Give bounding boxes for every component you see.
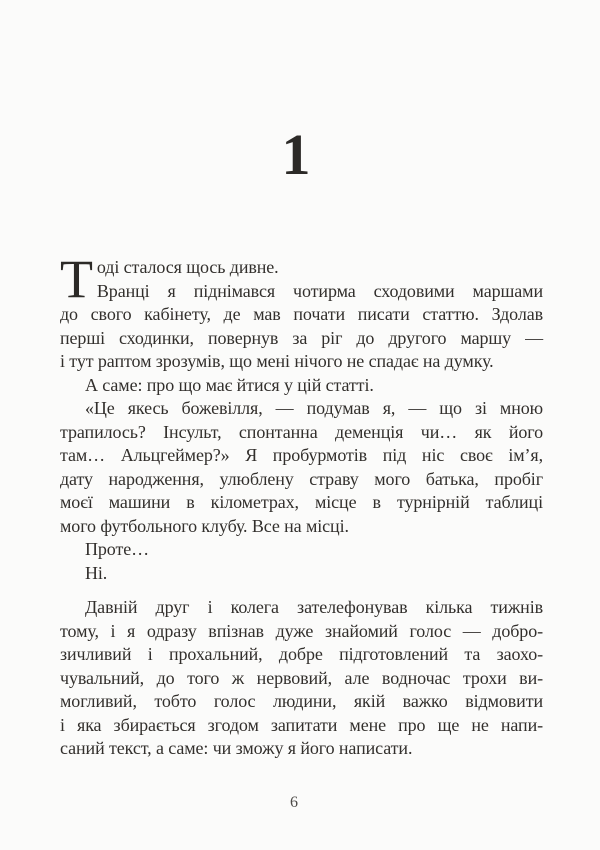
text-line: тому, і я одразу впізнав дуже знайомий голос — добро- bbox=[60, 620, 543, 641]
text-line: Давній друг і колега зателефонував кілька тижнів bbox=[85, 597, 543, 617]
paragraph bbox=[60, 280, 543, 374]
drop-cap: Т bbox=[60, 249, 93, 309]
text-line: Ні. bbox=[85, 562, 108, 583]
text-line: «Це якесь божевілля, — подумав я, — що зі мною bbox=[85, 398, 543, 418]
text-line: А саме: про що має йтися у цій статті. bbox=[85, 374, 374, 395]
text-line: до свого кабінету, де мав почати писати статтю. Здолав bbox=[60, 304, 543, 324]
page-number: 6 bbox=[290, 794, 298, 811]
text-line: зичливий і прохальний, добре підготовлений та заохо- bbox=[60, 644, 543, 664]
text-line: Проте… bbox=[85, 539, 150, 559]
text-line: дату народження, улюблену страву мого батька, пробіг bbox=[60, 468, 543, 489]
paragraph bbox=[60, 562, 543, 586]
paragraph bbox=[60, 397, 543, 538]
text-line: і тут раптом зрозумів, що мені нічого не спадає на думку. bbox=[60, 351, 494, 371]
chapter-number: 1 bbox=[281, 122, 311, 187]
text-line: саний текст, а саме: чи зможу я його написати. bbox=[60, 738, 413, 758]
paragraph bbox=[60, 596, 543, 761]
text-line: трапилось? Інсульт, спонтанна деменція чи… як його bbox=[60, 421, 543, 442]
text-line: мого футбольного клубу. Все на місці. bbox=[60, 515, 349, 536]
paragraph bbox=[60, 538, 543, 562]
body-text bbox=[60, 249, 543, 761]
text-line: і яка збирається згодом запитати мене про ще не напи- bbox=[60, 714, 543, 735]
paragraph bbox=[60, 374, 543, 398]
text-line: могливий, тобто голос людини, якій важко відмовити bbox=[60, 691, 543, 711]
text-line: перші сходинки, повернув за ріг до другого маршу — bbox=[60, 327, 543, 348]
text-line: моєї машини в кілометрах, місце в турнірній таблиці bbox=[60, 492, 543, 512]
text-line: Вранці я піднімався чотирма сходовими маршами bbox=[96, 280, 543, 301]
text-line: оді сталося щось дивне. bbox=[96, 257, 279, 277]
text-line: там… Альцгеймер?» Я пробурмотів під ніс своє ім’я, bbox=[60, 445, 543, 465]
text-line: чувальний, до того ж нервовий, але водночас трохи ви- bbox=[60, 667, 543, 688]
